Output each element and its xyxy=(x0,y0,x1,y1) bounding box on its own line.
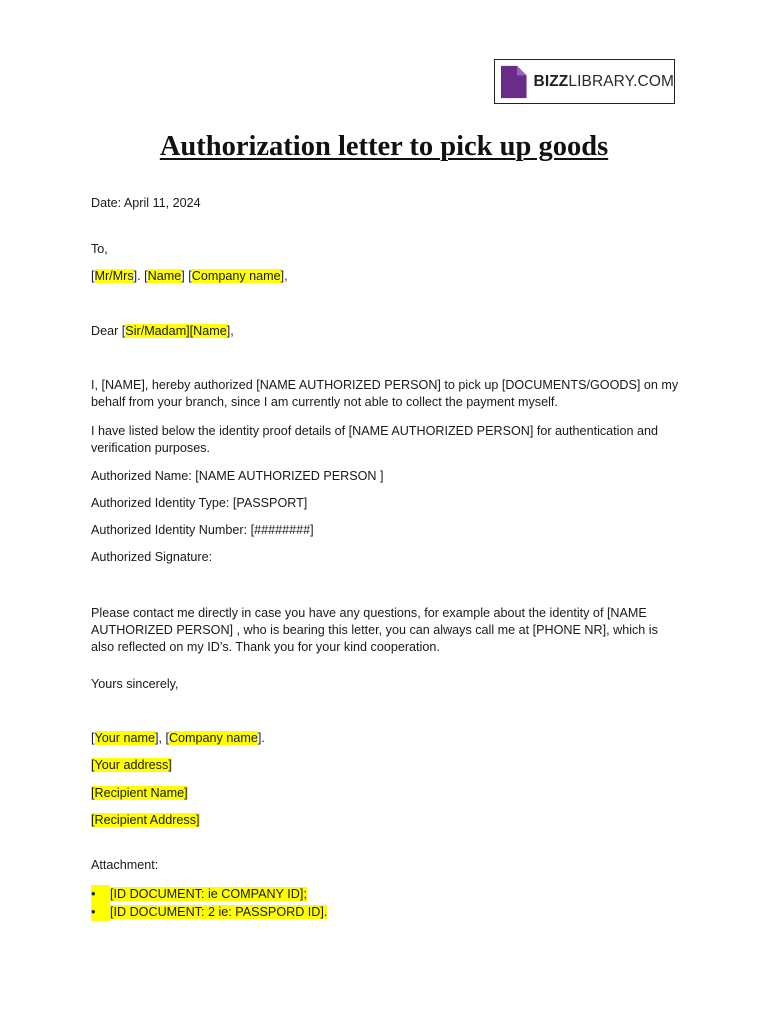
body-paragraph-2: I have listed below the identity proof details of [NAME AUTHORIZED PERSON] for authentication and verification purposes. xyxy=(91,424,658,455)
placeholder-salutation: Sir/Madam][Name xyxy=(125,324,227,338)
placeholder-your-address: [Your address] xyxy=(91,758,172,772)
recipient-name-line xyxy=(91,785,188,802)
document-icon xyxy=(501,65,527,99)
salutation-line xyxy=(91,323,234,340)
authorized-name-line: Authorized Name: [NAME AUTHORIZED PERSON ] xyxy=(91,469,384,483)
text-fragment: ]. [ xyxy=(133,269,148,283)
text-fragment: ] [ xyxy=(181,269,192,283)
placeholder-your-name: Your name xyxy=(94,731,155,745)
closing-line: Yours sincerely, xyxy=(91,677,179,691)
placeholder-name: Name xyxy=(147,269,182,283)
to-line: To, xyxy=(91,242,108,256)
authorized-signature-line: Authorized Signature: xyxy=(91,550,213,564)
body-paragraph-3: Please contact me directly in case you have any questions, for example about the identity of [NAME AUTHORIZED PERSON] , who is bearing this letter, you can always call me at [PHONE NR], which is also reflected on my ID’s. Thank you for your kind cooperation. xyxy=(91,606,658,654)
recipient-address-line xyxy=(91,812,200,829)
authorized-number-line: Authorized Identity Number: [########] xyxy=(91,523,314,537)
document-title: Authorization letter to pick up goods xyxy=(159,131,609,162)
attachment-item xyxy=(91,885,307,903)
attachment-item xyxy=(91,903,327,921)
text-fragment: [ xyxy=(91,731,95,745)
authorized-type-line: Authorized Identity Type: [PASSPORT] xyxy=(91,496,308,510)
signature-address-line xyxy=(91,757,172,774)
text-fragment: [ xyxy=(91,269,95,283)
recipient-line xyxy=(91,268,288,285)
attachment-label: Attachment: xyxy=(91,858,159,872)
placeholder-recipient-name: [Recipient Name] xyxy=(91,786,188,800)
placeholder-company-name: Company name xyxy=(191,269,281,283)
bullet-icon xyxy=(91,885,110,903)
logo-rest-text: LIBRARY.COM xyxy=(568,72,674,90)
signature-name-line xyxy=(91,730,265,747)
attachment-item-text: [ID DOCUMENT: ie COMPANY ID]; xyxy=(110,887,307,901)
logo-bold-text: BIZZ xyxy=(533,72,569,90)
placeholder-recipient-address: [Recipient Address] xyxy=(91,813,200,827)
date-line: Date: April 11, 2024 xyxy=(91,196,201,210)
placeholder-company-name: Company name xyxy=(168,731,258,745)
text-fragment: ], xyxy=(280,269,288,283)
logo-wordmark xyxy=(534,73,674,91)
placeholder-title: Mr/Mrs xyxy=(94,269,134,283)
body-paragraph-1: I, [NAME], hereby authorized [NAME AUTHORIZED PERSON] to pick up [DOCUMENTS/GOODS] on my behalf from your branch, since I am currently not able to collect the payment myself. xyxy=(91,378,679,409)
text-fragment: Dear [ xyxy=(91,324,126,338)
text-fragment: ], [ xyxy=(154,731,169,745)
brand-logo xyxy=(494,59,675,104)
text-fragment: ], xyxy=(226,324,234,338)
bullet-icon xyxy=(91,903,110,921)
attachment-item-text: [ID DOCUMENT: 2 ie: PASSPORD ID]. xyxy=(110,905,328,919)
text-fragment: ]. xyxy=(257,731,265,745)
